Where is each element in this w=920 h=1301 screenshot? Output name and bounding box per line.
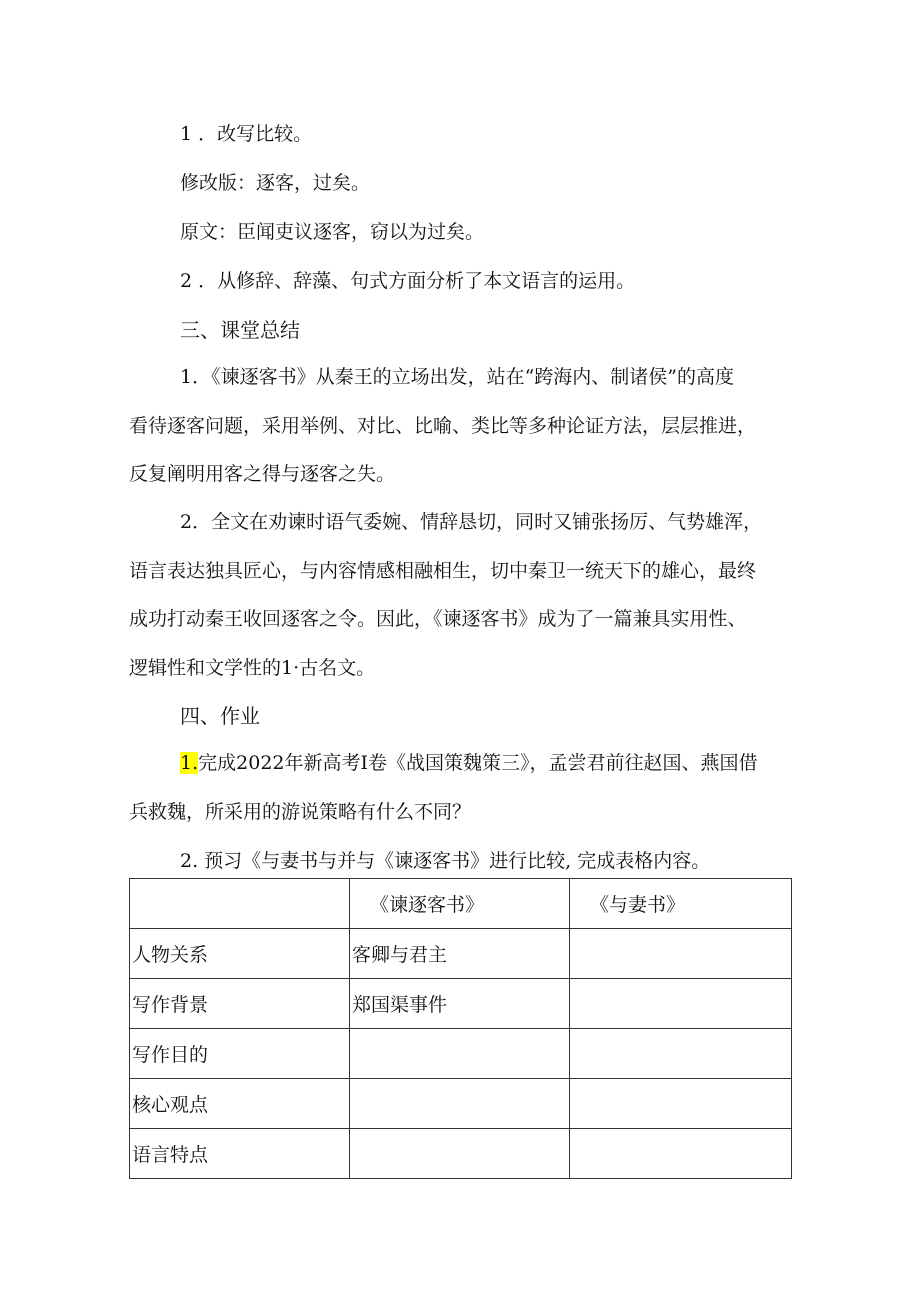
table-cell <box>570 1079 792 1129</box>
summary-p2-line: 成功打动秦王收回逐客之令。因此，《谏逐客书》成为了一篇兼具实用性、 <box>129 608 747 630</box>
summary-p1-line: 1．《谏逐客书》从秦王的立场出发，站在“跨海内、制诸侯”的高度 <box>180 366 735 388</box>
table-cell <box>350 1129 570 1179</box>
table-cell: 郑国渠事件 <box>350 979 570 1029</box>
table-cell: 人物关系 <box>130 929 350 979</box>
summary-p2-line: 2．全文在劝谏时语气委婉、情辞恳切，同时又铺张扬厉、气势雄浑， <box>180 511 763 533</box>
table-row <box>130 929 792 979</box>
table-row <box>130 979 792 1029</box>
table-cell: 写作背景 <box>130 979 350 1029</box>
table-cell <box>570 979 792 1029</box>
item-original-text: 原文：臣闻吏议逐客，窃以为过矣。 <box>180 221 485 243</box>
table-header-cell: 《谏逐客书》 <box>350 879 570 929</box>
table-cell <box>350 1029 570 1079</box>
table-cell <box>570 1129 792 1179</box>
table-cell <box>570 929 792 979</box>
table-cell: 写作目的 <box>130 1029 350 1079</box>
heading-homework: 四、作业 <box>180 704 260 728</box>
table-row <box>130 1029 792 1079</box>
heading-class-summary: 三、课堂总结 <box>180 318 300 342</box>
item-revised-version: 修改版：逐客，过矣。 <box>180 172 371 194</box>
item-rewrite-compare: 1 ．改写比较。 <box>180 123 313 145</box>
item-language-analysis: 2 ．从修辞、辞藻、句式方面分析了本文语言的运用。 <box>180 270 636 292</box>
table-header-cell: 《与妻书》 <box>570 879 792 929</box>
table-row <box>130 1079 792 1129</box>
table-header-cell <box>130 879 350 929</box>
table-cell: 核心观点 <box>130 1079 350 1129</box>
highlighted-number: 1. <box>180 752 199 774</box>
summary-p1-line: 看待逐客问题，采用举例、对比、比喻、类比等多种论证方法，层层推进， <box>129 415 757 437</box>
comparison-table <box>129 878 792 1179</box>
homework-item-1-text: 完成2022年新高考I卷《战国策魏策三》，孟尝君前往赵国、燕国借 <box>198 752 758 774</box>
table-row <box>130 1129 792 1179</box>
summary-p1-line: 反复阐明用客之得与逐客之失。 <box>129 463 396 485</box>
table-cell: 客卿与君主 <box>350 929 570 979</box>
table-cell: 语言特点 <box>130 1129 350 1179</box>
table-header-row <box>130 879 792 929</box>
summary-p2-line: 语言表达独具匠心，与内容情感相融相生，切中秦卫一统天下的雄心，最终 <box>129 560 757 582</box>
summary-p2-line: 逻辑性和文学性的1·古名文。 <box>129 657 376 679</box>
table-cell <box>350 1079 570 1129</box>
homework-item-1-line: 兵救魏，所采用的游说策略有什么不同？ <box>129 801 472 823</box>
homework-item-1-line <box>180 750 758 776</box>
table-cell <box>570 1029 792 1079</box>
homework-item-2: 2. 预习《与妻书与并与《谏逐客书》进行比较, 完成表格内容。 <box>180 850 711 872</box>
